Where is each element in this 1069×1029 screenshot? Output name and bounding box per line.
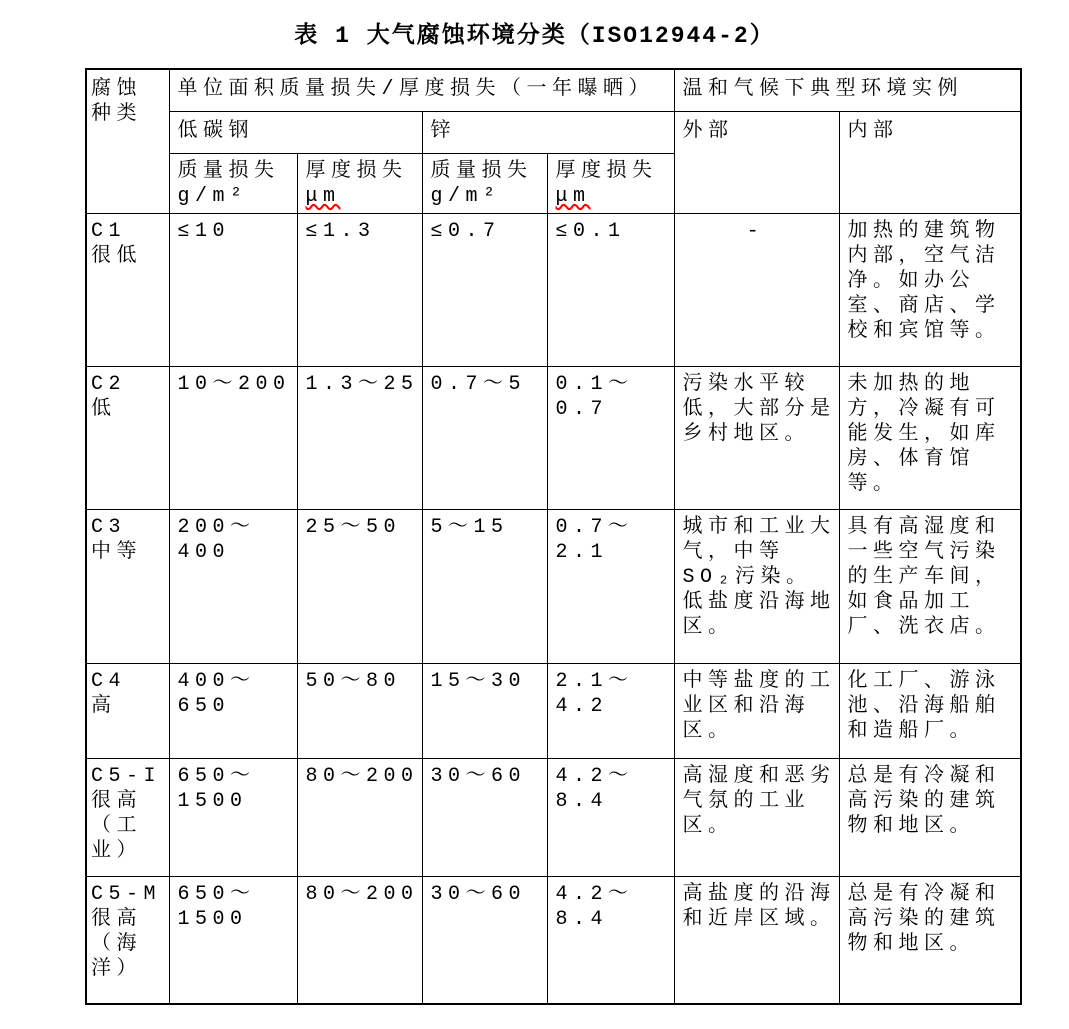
cell-exterior: - [674,213,839,366]
mass-loss-label: 质量损失 [177,159,280,183]
header-corrosion-category: 腐蚀种类 [86,69,169,213]
cell-zinc-thickness: 4.2～8.4 [547,758,674,876]
cell-zinc-mass: 0.7～5 [422,366,547,509]
cell-steel-thickness: 25～50 [297,509,422,663]
header-low-carbon-steel: 低碳钢 [169,111,422,153]
cell-zinc-thickness: 0.7～2.1 [547,509,674,663]
cell-steel-mass: 10～200 [169,366,297,509]
cell-zinc-thickness: ≤0.1 [547,213,674,366]
cell-category: C1 很低 [86,213,169,366]
table-title: 表 1 大气腐蚀环境分类（ISO12944-2） [294,23,775,49]
thickness-loss-label: 厚度损失 [555,159,658,183]
cell-interior: 具有高湿度和一些空气污染的生产车间，如食品加工厂、洗衣店。 [839,509,1021,663]
cell-exterior: 污染水平较低，大部分是乡村地区。 [674,366,839,509]
cell-zinc-mass: ≤0.7 [422,213,547,366]
header-steel-mass-loss [169,153,297,213]
table-row-c3 [86,509,1021,663]
cell-interior: 未加热的地方，冷凝有可能发生，如库房、体育馆等。 [839,366,1021,509]
header-environment-group: 温和气候下典型环境实例 [674,69,1021,111]
mass-loss-unit: g/m² [177,184,248,208]
cell-exterior: 高湿度和恶劣气氛的工业区。 [674,758,839,876]
cell-zinc-mass: 5～15 [422,509,547,663]
cell-steel-thickness: 1.3～25 [297,366,422,509]
cell-steel-thickness: 80～200 [297,758,422,876]
cell-zinc-mass: 30～60 [422,876,547,1004]
cell-category: C4 高 [86,663,169,758]
thickness-loss-unit: μm [305,184,341,208]
cell-category: C3 中等 [86,509,169,663]
cell-interior: 化工厂、游泳池、沿海船舶和造船厂。 [839,663,1021,758]
cell-interior: 总是有冷凝和高污染的建筑物和地区。 [839,758,1021,876]
header-zinc-mass-loss [422,153,547,213]
table-row-c4 [86,663,1021,758]
cell-steel-thickness: ≤1.3 [297,213,422,366]
cell-zinc-mass: 15～30 [422,663,547,758]
thickness-loss-label: 厚度损失 [305,159,408,183]
cell-category: C5-M 很高（海洋） [86,876,169,1004]
header-row-2 [86,111,1021,153]
cell-exterior: 中等盐度的工业区和沿海区。 [674,663,839,758]
cell-exterior: 城市和工业大气，中等SO₂污染。低盐度沿海地区。 [674,509,839,663]
header-exterior: 外部 [674,111,839,213]
thickness-loss-unit: μm [555,184,591,208]
mass-loss-unit: g/m² [430,184,501,208]
cell-steel-thickness: 80～200 [297,876,422,1004]
table-row-c5i [86,758,1021,876]
header-zinc-thickness-loss [547,153,674,213]
mass-loss-label: 质量损失 [430,159,533,183]
header-steel-thickness-loss [297,153,422,213]
cell-steel-mass: 400～650 [169,663,297,758]
cell-zinc-thickness: 2.1～4.2 [547,663,674,758]
table-row-c1 [86,213,1021,366]
corrosion-classification-table [85,68,1022,1005]
cell-zinc-thickness: 0.1～0.7 [547,366,674,509]
cell-zinc-thickness: 4.2～8.4 [547,876,674,1004]
cell-interior: 总是有冷凝和高污染的建筑物和地区。 [839,876,1021,1004]
header-loss-group: 单位面积质量损失/厚度损失（一年曝晒） [169,69,674,111]
cell-exterior: 高盐度的沿海和近岸区域。 [674,876,839,1004]
table-row-c5m [86,876,1021,1004]
cell-steel-thickness: 50～80 [297,663,422,758]
cell-category: C5-I 很高（工业） [86,758,169,876]
cell-steel-mass: 650～1500 [169,876,297,1004]
table-row-c2 [86,366,1021,509]
cell-interior: 加热的建筑物内部，空气洁净。如办公室、商店、学校和宾馆等。 [839,213,1021,366]
header-zinc: 锌 [422,111,674,153]
cell-category: C2 低 [86,366,169,509]
cell-steel-mass: 200～400 [169,509,297,663]
cell-steel-mass: ≤10 [169,213,297,366]
cell-steel-mass: 650～1500 [169,758,297,876]
header-interior: 内部 [839,111,1021,213]
header-row-1 [86,69,1021,111]
cell-zinc-mass: 30～60 [422,758,547,876]
